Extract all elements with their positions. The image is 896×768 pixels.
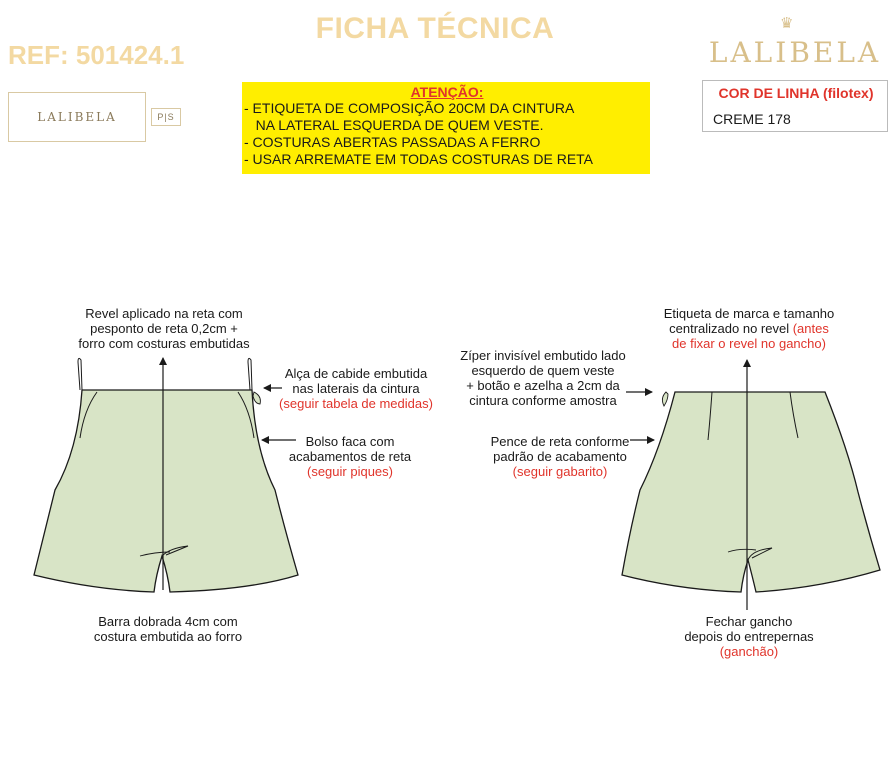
note-line: Alça de cabide embutida <box>284 366 428 381</box>
note-line-red: (seguir gabarito) <box>512 464 608 479</box>
note-line: padrão de acabamento <box>493 449 627 464</box>
note-gancho <box>666 614 832 659</box>
note-bolso <box>266 434 434 479</box>
note-line: Pence de reta conforme <box>490 434 630 449</box>
note-line: Revel aplicado na reta com <box>85 306 243 321</box>
note-line-red: (seguir tabela de medidas) <box>279 396 433 411</box>
note-line: acabamentos de reta <box>288 449 412 464</box>
front-tab <box>253 392 260 404</box>
size-label-text: P|S <box>157 112 175 122</box>
note-line-mixed <box>646 321 852 336</box>
note-alca <box>268 366 444 411</box>
note-line: costura embutida ao forro <box>93 629 243 644</box>
note-etiqueta <box>646 306 852 351</box>
back-zipper-tab <box>662 392 668 406</box>
note-line: depois do entrepernas <box>684 629 814 644</box>
note-line: cintura conforme amostra <box>469 393 617 408</box>
back-shorts-body <box>622 392 880 592</box>
note-pence <box>470 434 650 479</box>
front-shorts-body <box>34 390 298 592</box>
note-line: forro com costuras embutidas <box>78 336 250 351</box>
note-revel <box>56 306 272 351</box>
thread-color-value: CREME 178 <box>713 111 791 127</box>
note-line-red: (ganchão) <box>719 644 779 659</box>
label-logo-text: LALIBELA <box>37 110 117 124</box>
front-shorts-drawing <box>34 358 298 592</box>
note-line: Etiqueta de marca e tamanho <box>663 306 835 321</box>
note-ziper <box>448 348 638 408</box>
note-text: centralizado no revel <box>669 321 793 336</box>
note-line: pesponto de reta 0,2cm + <box>90 321 238 336</box>
note-text-red: (antes <box>792 321 829 336</box>
note-line: esquerdo de quem veste <box>471 363 615 378</box>
back-shorts-drawing <box>622 392 880 592</box>
front-hanger-loop-right <box>248 358 252 390</box>
thread-color-title: COR DE LINHA (filotex) <box>718 85 874 101</box>
note-barra <box>70 614 266 644</box>
note-line: nas laterais da cintura <box>292 381 420 396</box>
bee-crest-icon: ♛ <box>780 15 794 32</box>
attention-line: - COSTURAS ABERTAS PASSADAS A FERRO <box>244 134 541 150</box>
note-line-red: (seguir piques) <box>307 464 393 479</box>
attention-title: ATENÇÃO: <box>410 84 484 100</box>
brand-logo: LALIBELA <box>708 36 882 69</box>
note-line-red: de fixar o revel no gancho) <box>672 336 826 351</box>
reference-code: REF: 501424.1 <box>8 40 185 70</box>
note-line: Barra dobrada 4cm com <box>98 614 238 629</box>
note-line: Fechar gancho <box>705 614 793 629</box>
attention-line: - ETIQUETA DE COMPOSIÇÃO 20CM DA CINTURA <box>244 100 575 116</box>
page-title: FICHA TÉCNICA <box>315 12 555 45</box>
note-line: + botão e azelha a 2cm da <box>466 378 620 393</box>
attention-line: - USAR ARREMATE EM TODAS COSTURAS DE RETA <box>244 151 594 167</box>
attention-line: NA LATERAL ESQUERDA DE QUEM VESTE. <box>244 117 544 133</box>
note-line: Zíper invisível embutido lado <box>460 348 626 363</box>
front-hanger-loop-left <box>78 358 82 390</box>
note-line: Bolso faca com <box>305 434 395 449</box>
